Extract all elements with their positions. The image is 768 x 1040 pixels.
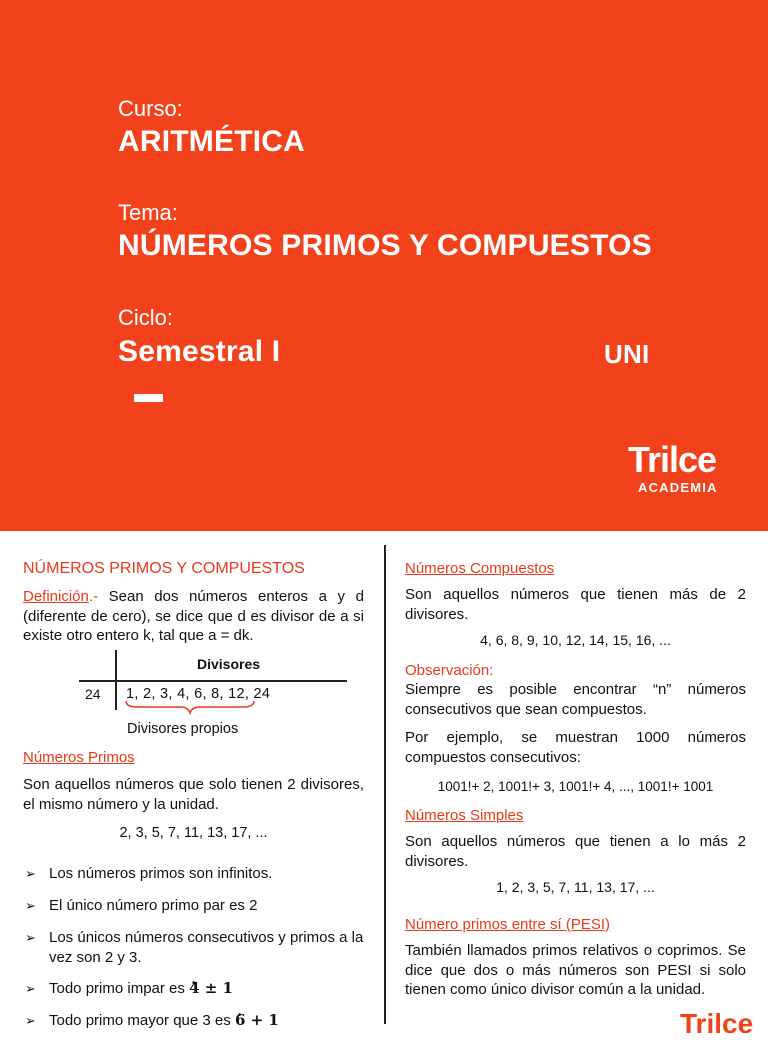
pesi-text: También llamados primos relativos o coprimos. Se dice que dos o más números son PESI si solo tienen como único divisor común a la unidad.	[405, 942, 746, 998]
level-label: UNI	[604, 339, 650, 369]
definition-text: Sean dos números enteros a y d (diferente de cero), se dice que d es divisor de a si existe otro entero k, tal que a = dk.	[23, 588, 364, 644]
course-title: ARITMÉTICA	[118, 125, 305, 158]
logo-subtitle: ACADEMIA	[638, 480, 718, 495]
bullet-item	[23, 979, 364, 999]
definition-label: Definición	[23, 588, 89, 605]
logo-wordmark: Trilce	[628, 439, 717, 480]
proper-divisors-label: Divisores propios	[127, 721, 239, 737]
table-header: Divisores	[197, 656, 261, 672]
column-divider	[384, 545, 386, 1024]
composite-heading: Números Compuestos	[405, 560, 555, 577]
section-gap	[0, 531, 768, 545]
table-hline	[79, 680, 347, 682]
table-number: 24	[85, 686, 101, 702]
bullet-text: Los únicos números consecutivos y primos a la vez son 2 y 3.	[49, 929, 364, 966]
bullet-item	[23, 1011, 364, 1031]
observation-text: Siempre es posible encontrar “n” números consecutivos que sean compuestos.	[405, 681, 746, 718]
bullet-math: . 6 + 1	[235, 1011, 279, 1029]
bullet-item	[23, 896, 364, 916]
definition-paragraph	[23, 587, 364, 646]
accent-dash	[134, 394, 163, 402]
bullet-text: El único número primo par es 2	[49, 897, 258, 914]
primes-heading: Números Primos	[23, 749, 135, 766]
section-heading: NÚMEROS PRIMOS Y COMPUESTOS	[23, 560, 305, 577]
bullet-text: Todo primo mayor que 3 es	[49, 1012, 235, 1029]
topic-title: NÚMEROS PRIMOS Y COMPUESTOS	[118, 229, 652, 262]
pesi-heading: Número primos entre sí (PESI)	[405, 916, 611, 933]
example-text: Por ejemplo, se muestran 1000 números compuestos consecutivos:	[405, 729, 746, 766]
proper-divisors-brace	[123, 699, 257, 715]
simple-text: Son aquellos números que tienen a lo más 2 divisores.	[405, 833, 746, 870]
primes-sequence: 2, 3, 5, 7, 11, 13, 17, ...	[119, 825, 268, 841]
cycle-label: Ciclo:	[118, 305, 174, 330]
bullet-text: Todo primo impar es	[49, 980, 190, 997]
trilce-logo	[628, 440, 718, 495]
arrow-icon: ➢	[25, 930, 36, 945]
bullet-math: . 4 ± 1	[189, 979, 233, 997]
footer-watermark-logo: Trilce	[680, 1008, 754, 1039]
example-sequence: 1001!+ 2, 1001!+ 3, 1001!+ 4, ..., 1001!+ 1001	[437, 779, 714, 794]
definition-sep: .-	[88, 588, 99, 605]
primes-text: Son aquellos números que solo tienen 2 divisores, el mismo número y la unidad.	[23, 776, 364, 813]
simple-sequence: 1, 2, 3, 5, 7, 11, 13, 17, ...	[496, 879, 655, 895]
arrow-icon: ➢	[25, 1013, 36, 1028]
bullet-item	[23, 928, 364, 967]
composite-text: Son aquellos números que tienen más de 2 divisores.	[405, 586, 746, 623]
arrow-icon: ➢	[25, 981, 36, 996]
bullet-text: Los números primos son infinitos.	[49, 865, 273, 882]
course-label: Curso:	[118, 96, 183, 121]
simple-heading: Números Simples	[405, 807, 524, 824]
topic-label: Tema:	[118, 200, 178, 225]
bullet-item	[23, 864, 364, 884]
cycle-title: Semestral I	[118, 335, 281, 368]
arrow-icon: ➢	[25, 866, 36, 881]
arrow-icon: ➢	[25, 898, 36, 913]
table-divisors: 1, 2, 3, 4, 6, 8, 12, 24	[126, 686, 271, 702]
observation-heading: Observación:	[405, 662, 494, 679]
composite-sequence: 4, 6, 8, 9, 10, 12, 14, 15, 16, ...	[480, 632, 671, 648]
